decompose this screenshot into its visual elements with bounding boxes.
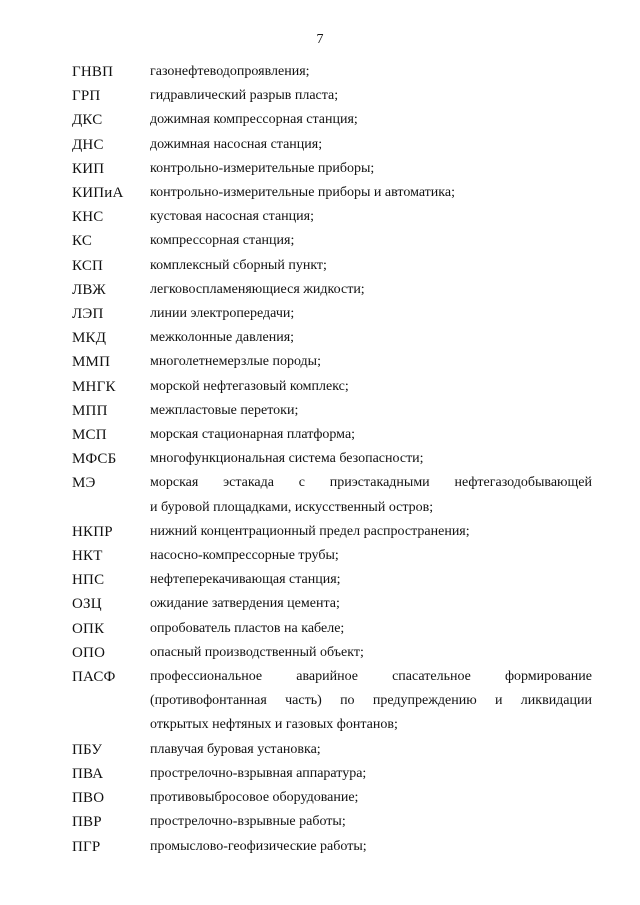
abbreviation-term: МКД xyxy=(72,330,107,347)
abbreviation-definition xyxy=(150,205,592,229)
abbreviation-term: НКТ xyxy=(72,548,103,565)
abbreviation-definition xyxy=(150,641,592,665)
definition-line: плавучая буровая установка; xyxy=(150,741,321,757)
definition-line: легковоспламеняющиеся жидкости; xyxy=(150,281,365,297)
abbreviation-term: ПВА xyxy=(72,765,104,782)
definition-line: (противофонтанная часть) по предупреждению и ликвидации xyxy=(150,693,592,709)
abbreviation-entry xyxy=(72,205,592,229)
page-number: 7 xyxy=(316,32,324,47)
definition-line: межколонные давления; xyxy=(150,330,295,346)
abbreviation-entry xyxy=(72,544,592,568)
definition-line: комплексный сборный пункт; xyxy=(150,257,327,273)
abbreviation-term: ДНС xyxy=(72,136,104,153)
abbreviation-entry xyxy=(72,60,592,84)
abbreviation-entry xyxy=(72,786,592,810)
abbreviation-definition xyxy=(150,326,592,350)
abbreviation-entry xyxy=(72,423,592,447)
abbreviation-entry xyxy=(72,762,592,786)
abbreviation-definition xyxy=(150,447,592,471)
abbreviation-term: МФСБ xyxy=(72,451,117,468)
abbreviation-entry xyxy=(72,665,592,738)
definition-line: линии электропередачи; xyxy=(150,306,295,322)
definition-line: противовыбросовое оборудование; xyxy=(150,790,359,806)
abbreviation-term: КИП xyxy=(72,160,105,177)
definition-line: кустовая насосная станция; xyxy=(150,209,314,225)
abbreviation-term: МЭ xyxy=(72,475,96,492)
abbreviation-definition xyxy=(150,350,592,374)
definition-line: многолетнемерзлые породы; xyxy=(150,354,321,370)
abbreviation-entry xyxy=(72,133,592,157)
definition-line: компрессорная станция; xyxy=(150,233,295,249)
definition-line: контрольно-измерительные приборы; xyxy=(150,160,375,176)
abbreviation-entry xyxy=(72,254,592,278)
definition-line: ожидание затвердения цемента; xyxy=(150,596,340,612)
abbreviation-definition xyxy=(150,181,592,205)
abbreviation-entry xyxy=(72,738,592,762)
abbreviation-term: ГРП xyxy=(72,88,101,105)
abbreviation-term: ОПК xyxy=(72,620,105,637)
abbreviation-term: ЛЭП xyxy=(72,306,104,323)
definition-line: морская стационарная платформа; xyxy=(150,427,356,443)
abbreviation-term: ПВО xyxy=(72,790,105,807)
abbreviation-entry xyxy=(72,592,592,616)
definition-line: профессиональное аварийное спасательное формирование xyxy=(150,669,592,685)
abbreviation-definition xyxy=(150,786,592,810)
abbreviation-term: ДКС xyxy=(72,112,103,129)
definition-line: открытых нефтяных и газовых фонтанов; xyxy=(150,717,398,733)
abbreviation-term: КНС xyxy=(72,209,104,226)
abbreviation-definition xyxy=(150,665,592,738)
abbreviation-definition xyxy=(150,108,592,132)
definition-line: дожимная компрессорная станция; xyxy=(150,112,358,128)
abbreviation-definition xyxy=(150,60,592,84)
abbreviation-definition xyxy=(150,84,592,108)
abbreviation-entry xyxy=(72,375,592,399)
abbreviation-definition xyxy=(150,254,592,278)
abbreviation-entry xyxy=(72,835,592,859)
abbreviation-entry xyxy=(72,399,592,423)
abbreviation-entry xyxy=(72,157,592,181)
abbreviation-definition xyxy=(150,738,592,762)
definition-line: опасный производственный объект; xyxy=(150,644,364,660)
abbreviation-definition xyxy=(150,810,592,834)
abbreviation-entry xyxy=(72,520,592,544)
abbreviation-definition xyxy=(150,617,592,641)
definition-line: морской нефтегазовый комплекс; xyxy=(150,378,349,394)
abbreviation-entry xyxy=(72,810,592,834)
abbreviation-entry xyxy=(72,278,592,302)
definition-line: прострелочно-взрывные работы; xyxy=(150,814,346,830)
abbreviation-term: ЛВЖ xyxy=(72,281,106,298)
abbreviation-definition xyxy=(150,133,592,157)
definition-line: промыслово-геофизические работы; xyxy=(150,838,367,854)
abbreviation-entry xyxy=(72,641,592,665)
abbreviation-term: НПС xyxy=(72,572,105,589)
abbreviation-definition xyxy=(150,399,592,423)
abbreviation-entry xyxy=(72,350,592,374)
abbreviation-definition xyxy=(150,835,592,859)
abbreviation-definition xyxy=(150,375,592,399)
definition-line: контрольно-измерительные приборы и автоматика; xyxy=(150,185,455,201)
abbreviation-entry xyxy=(72,326,592,350)
definition-line: многофункциональная система безопасности; xyxy=(150,451,424,467)
abbreviation-definition xyxy=(150,592,592,616)
definition-line: гидравлический разрыв пласта; xyxy=(150,88,339,104)
abbreviation-term: ПАСФ xyxy=(72,669,116,686)
abbreviation-term: ПВР xyxy=(72,814,102,831)
abbreviation-definition xyxy=(150,471,592,519)
abbreviation-term: МСП xyxy=(72,427,107,444)
abbreviation-definition xyxy=(150,302,592,326)
abbreviation-list xyxy=(72,60,592,859)
abbreviation-definition xyxy=(150,157,592,181)
abbreviation-term: КСП xyxy=(72,257,104,274)
abbreviation-entry xyxy=(72,568,592,592)
abbreviation-entry xyxy=(72,447,592,471)
abbreviation-definition xyxy=(150,520,592,544)
definition-line: опробователь пластов на кабеле; xyxy=(150,620,345,636)
abbreviation-term: КС xyxy=(72,233,93,250)
abbreviation-entry xyxy=(72,229,592,253)
abbreviation-term: ОПО xyxy=(72,644,106,661)
definition-line: насосно-компрессорные трубы; xyxy=(150,548,339,564)
abbreviation-entry xyxy=(72,302,592,326)
abbreviation-entry xyxy=(72,617,592,641)
abbreviation-entry xyxy=(72,108,592,132)
definition-line: морская эстакада с приэстакадными нефтегазодобывающей xyxy=(150,475,592,491)
abbreviation-entry xyxy=(72,84,592,108)
definition-line: и буровой площадками, искусственный остров; xyxy=(150,499,434,515)
definition-line: нефтеперекачивающая станция; xyxy=(150,572,341,588)
abbreviation-definition xyxy=(150,423,592,447)
definition-line: прострелочно-взрывная аппаратура; xyxy=(150,765,367,781)
abbreviation-term: КИПиА xyxy=(72,185,124,202)
abbreviation-definition xyxy=(150,229,592,253)
definition-line: дожимная насосная станция; xyxy=(150,136,323,152)
abbreviation-term: ММП xyxy=(72,354,111,371)
abbreviation-term: ГНВП xyxy=(72,64,114,80)
abbreviation-term: ОЗЦ xyxy=(72,596,102,613)
definition-line: нижний концентрационный предел распространения; xyxy=(150,523,470,539)
definition-line: межпластовые перетоки; xyxy=(150,402,299,418)
abbreviation-term: МПП xyxy=(72,402,108,419)
abbreviation-term: НКПР xyxy=(72,523,113,540)
abbreviation-definition xyxy=(150,278,592,302)
abbreviation-entry xyxy=(72,471,592,519)
abbreviation-definition xyxy=(150,762,592,786)
abbreviation-term: МНГК xyxy=(72,378,116,395)
abbreviation-term: ПГР xyxy=(72,838,101,855)
abbreviation-entry xyxy=(72,181,592,205)
definition-line: газонефтеводопроявления; xyxy=(150,64,310,79)
abbreviation-definition xyxy=(150,568,592,592)
abbreviation-definition xyxy=(150,544,592,568)
abbreviation-term: ПБУ xyxy=(72,741,103,758)
